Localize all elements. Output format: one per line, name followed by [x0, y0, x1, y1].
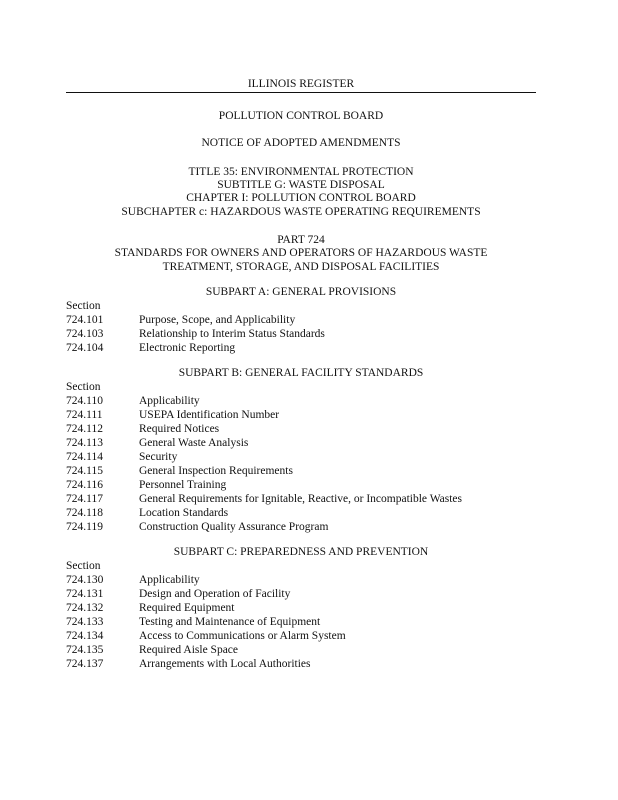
- section-title: Testing and Maintenance of Equipment: [139, 616, 321, 628]
- toc-row: [66, 616, 546, 630]
- section-number: 724.112: [66, 423, 103, 435]
- section-number: 724.134: [66, 630, 104, 642]
- section-number: 724.117: [66, 493, 103, 505]
- section-title: Required Equipment: [139, 602, 235, 614]
- section-title: Access to Communications or Alarm System: [139, 630, 346, 642]
- subtitle-line: SUBTITLE G: WASTE DISPOSAL: [217, 179, 385, 191]
- chapter-line: CHAPTER I: POLLUTION CONTROL BOARD: [186, 192, 416, 204]
- toc-row: [66, 342, 546, 356]
- toc-row: [66, 644, 546, 658]
- toc-row: [66, 521, 546, 535]
- title-line: TITLE 35: ENVIRONMENTAL PROTECTION: [188, 166, 414, 178]
- toc-row: [66, 451, 546, 465]
- section-title: Construction Quality Assurance Program: [139, 521, 329, 533]
- toc-row: [66, 328, 546, 342]
- part-name-line-2: TREATMENT, STORAGE, AND DISPOSAL FACILITIES: [162, 261, 440, 273]
- section-number: 724.111: [66, 409, 103, 421]
- toc-row: [66, 465, 546, 479]
- section-number: 724.113: [66, 437, 103, 449]
- toc-row: [66, 588, 546, 602]
- toc-row: [66, 658, 546, 672]
- section-title: Security: [139, 451, 178, 463]
- running-header: ILLINOIS REGISTER: [247, 78, 355, 90]
- section-number: 724.133: [66, 616, 104, 628]
- subchapter-line: SUBCHAPTER c: HAZARDOUS WASTE OPERATING REQUIREMENTS: [121, 206, 481, 218]
- section-number: 724.103: [66, 328, 104, 340]
- section-number: 724.130: [66, 574, 104, 586]
- section-title: Electronic Reporting: [139, 342, 236, 354]
- section-number: 724.116: [66, 479, 103, 491]
- section-number: 724.104: [66, 342, 104, 354]
- section-number: 724.118: [66, 507, 103, 519]
- section-number: 724.137: [66, 658, 104, 670]
- toc-row: [66, 574, 546, 588]
- section-number: 724.101: [66, 314, 104, 326]
- toc-row: [66, 602, 546, 616]
- toc-row: [66, 630, 546, 644]
- section-number: 724.115: [66, 465, 103, 477]
- toc-row: [66, 409, 546, 423]
- section-title: Applicability: [139, 395, 200, 407]
- toc-row: [66, 395, 546, 409]
- section-title: General Requirements for Ignitable, Reactive, or Incompatible Wastes: [139, 493, 462, 505]
- section-column-label: Section: [66, 381, 101, 393]
- section-number: 724.119: [66, 521, 103, 533]
- section-title: Purpose, Scope, and Applicability: [139, 314, 296, 326]
- section-number: 724.114: [66, 451, 103, 463]
- part-name-line-1: STANDARDS FOR OWNERS AND OPERATORS OF HAZARDOUS WASTE: [114, 247, 488, 259]
- toc-row: [66, 493, 546, 507]
- toc-row: [66, 437, 546, 451]
- section-title: Relationship to Interim Status Standards: [139, 328, 325, 340]
- section-column-label: Section: [66, 300, 101, 312]
- toc-row: [66, 507, 546, 521]
- subpart-heading: SUBPART A: GENERAL PROVISIONS: [205, 286, 397, 298]
- section-title: Personnel Training: [139, 479, 227, 491]
- header-rule: [66, 92, 536, 93]
- toc-row: [66, 479, 546, 493]
- section-number: 724.132: [66, 602, 104, 614]
- board-name: POLLUTION CONTROL BOARD: [218, 110, 384, 122]
- toc-row: [66, 423, 546, 437]
- section-number: 724.131: [66, 588, 104, 600]
- section-title: Arrangements with Local Authorities: [139, 658, 311, 670]
- section-column-label: Section: [66, 560, 101, 572]
- section-title: Required Notices: [139, 423, 220, 435]
- section-title: USEPA Identification Number: [139, 409, 280, 421]
- section-title: Location Standards: [139, 507, 229, 519]
- part-number: PART 724: [277, 234, 325, 246]
- toc-row: [66, 314, 546, 328]
- subpart-heading: SUBPART C: PREPAREDNESS AND PREVENTION: [173, 546, 429, 558]
- notice-heading: NOTICE OF ADOPTED AMENDMENTS: [201, 137, 401, 149]
- section-title: Required Aisle Space: [139, 644, 239, 656]
- section-number: 724.135: [66, 644, 104, 656]
- subpart-heading: SUBPART B: GENERAL FACILITY STANDARDS: [178, 367, 424, 379]
- section-number: 724.110: [66, 395, 103, 407]
- section-title: Design and Operation of Facility: [139, 588, 291, 600]
- section-title: Applicability: [139, 574, 200, 586]
- section-title: General Waste Analysis: [139, 437, 249, 449]
- section-title: General Inspection Requirements: [139, 465, 293, 477]
